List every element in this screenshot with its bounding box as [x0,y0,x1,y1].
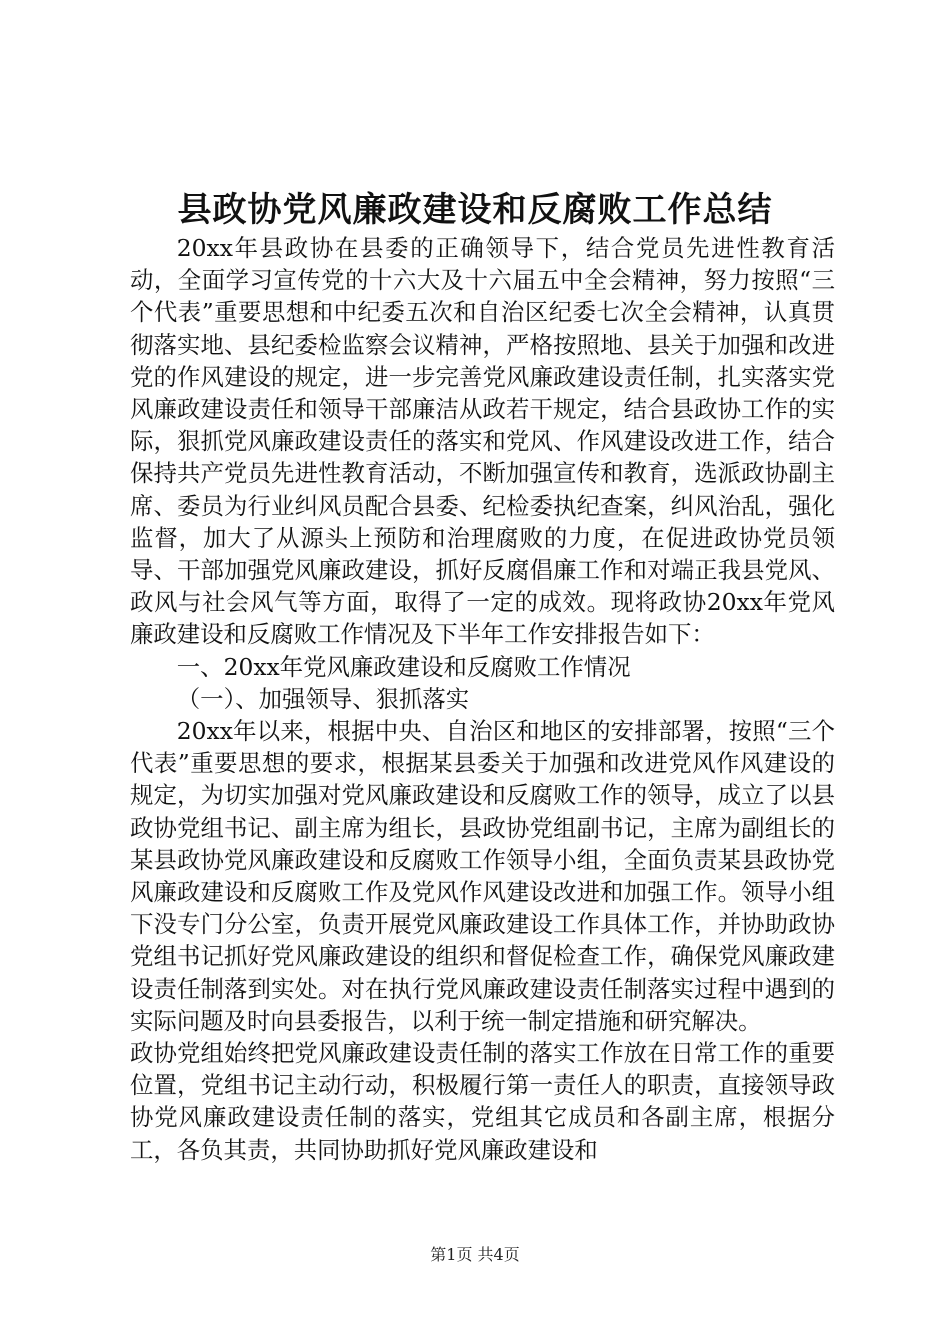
document-body [130,232,835,1166]
page-footer: 第1页 共4页 [430,1245,520,1264]
paragraph-leadership: 20xx年以来，根据中央、自治区和地区的安排部署，按照“三个代表”重要思想的要求，根据某县委关于加强和改进党风作风建设的规定，为切实加强对党风廉政建设和反腐败工作的领导，成立了以县政协党组书记、副主席为组长，县政协党组副书记，主席为副组长的某县政协党风廉政建设和反腐败工作领导小组，全面负责某县政协党风廉政建设和反腐败工作及党风作风建设改进和加强工作。领导小组下没专门分公室，负责开展党风廉政建设工作具体工作，并协助政协党组书记抓好党风廉政建设的组织和督促检查工作，确保党风廉政建设责任制落到实处。对在执行党风廉政建设责任制落实过程中遇到的实际问题及时向县委报告，以利于统一制定措施和研究解决。 [130,717,835,1035]
document-title: 县政协党风廉政建设和反腐败工作总结 [177,190,773,230]
paragraph-party-group: 政协党组始终把党风廉政建设责任制的落实工作放在日常工作的重要位置，党组书记主动行动，积极履行第一责任人的职责，直接领导政协党风廉政建设责任制的落实，党组其它成员和各副主席，根据分工，各负其责，共同协助抓好党风廉政建设和 [130,1039,835,1164]
subsection-heading-1: （一）、加强领导、狠抓落实 [176,684,470,713]
paragraph-intro: 20xx年县政协在县委的正确领导下，结合党员先进性教育活动，全面学习宣传党的十六大及十六届五中全会精神，努力按照“三个代表”重要思想和中纪委五次和自治区纪委七次全会精神，认真贯彻落实地、县纪委检监察会议精神，严格按照地、县关于加强和改进党的作风建设的规定，进一步完善党风廉政建设责任制，扎实落实党风廉政建设责任和领导干部廉洁从政若干规定，结合县政协工作的实际，狠抓党风廉政建设责任的落实和党风、作风建设改进工作，结合保持共产党员先进性教育活动，不断加强宣传和教育，选派政协副主席、委员为行业纠风员配合县委、纪检委执纪查案，纠风治乱，强化监督，加大了从源头上预防和治理腐败的力度，在促进政协党员领导、干部加强党风廉政建设，抓好反腐倡廉工作和对端正我县党风、政风与社会风气等方面，取得了一定的成效。现将政协20xx年党风廉政建设和反腐败工作情况及下半年工作安排报告如下： [130,234,835,649]
section-heading-1: 一、20xx年党风廉政建设和反腐败工作情况 [176,652,631,681]
